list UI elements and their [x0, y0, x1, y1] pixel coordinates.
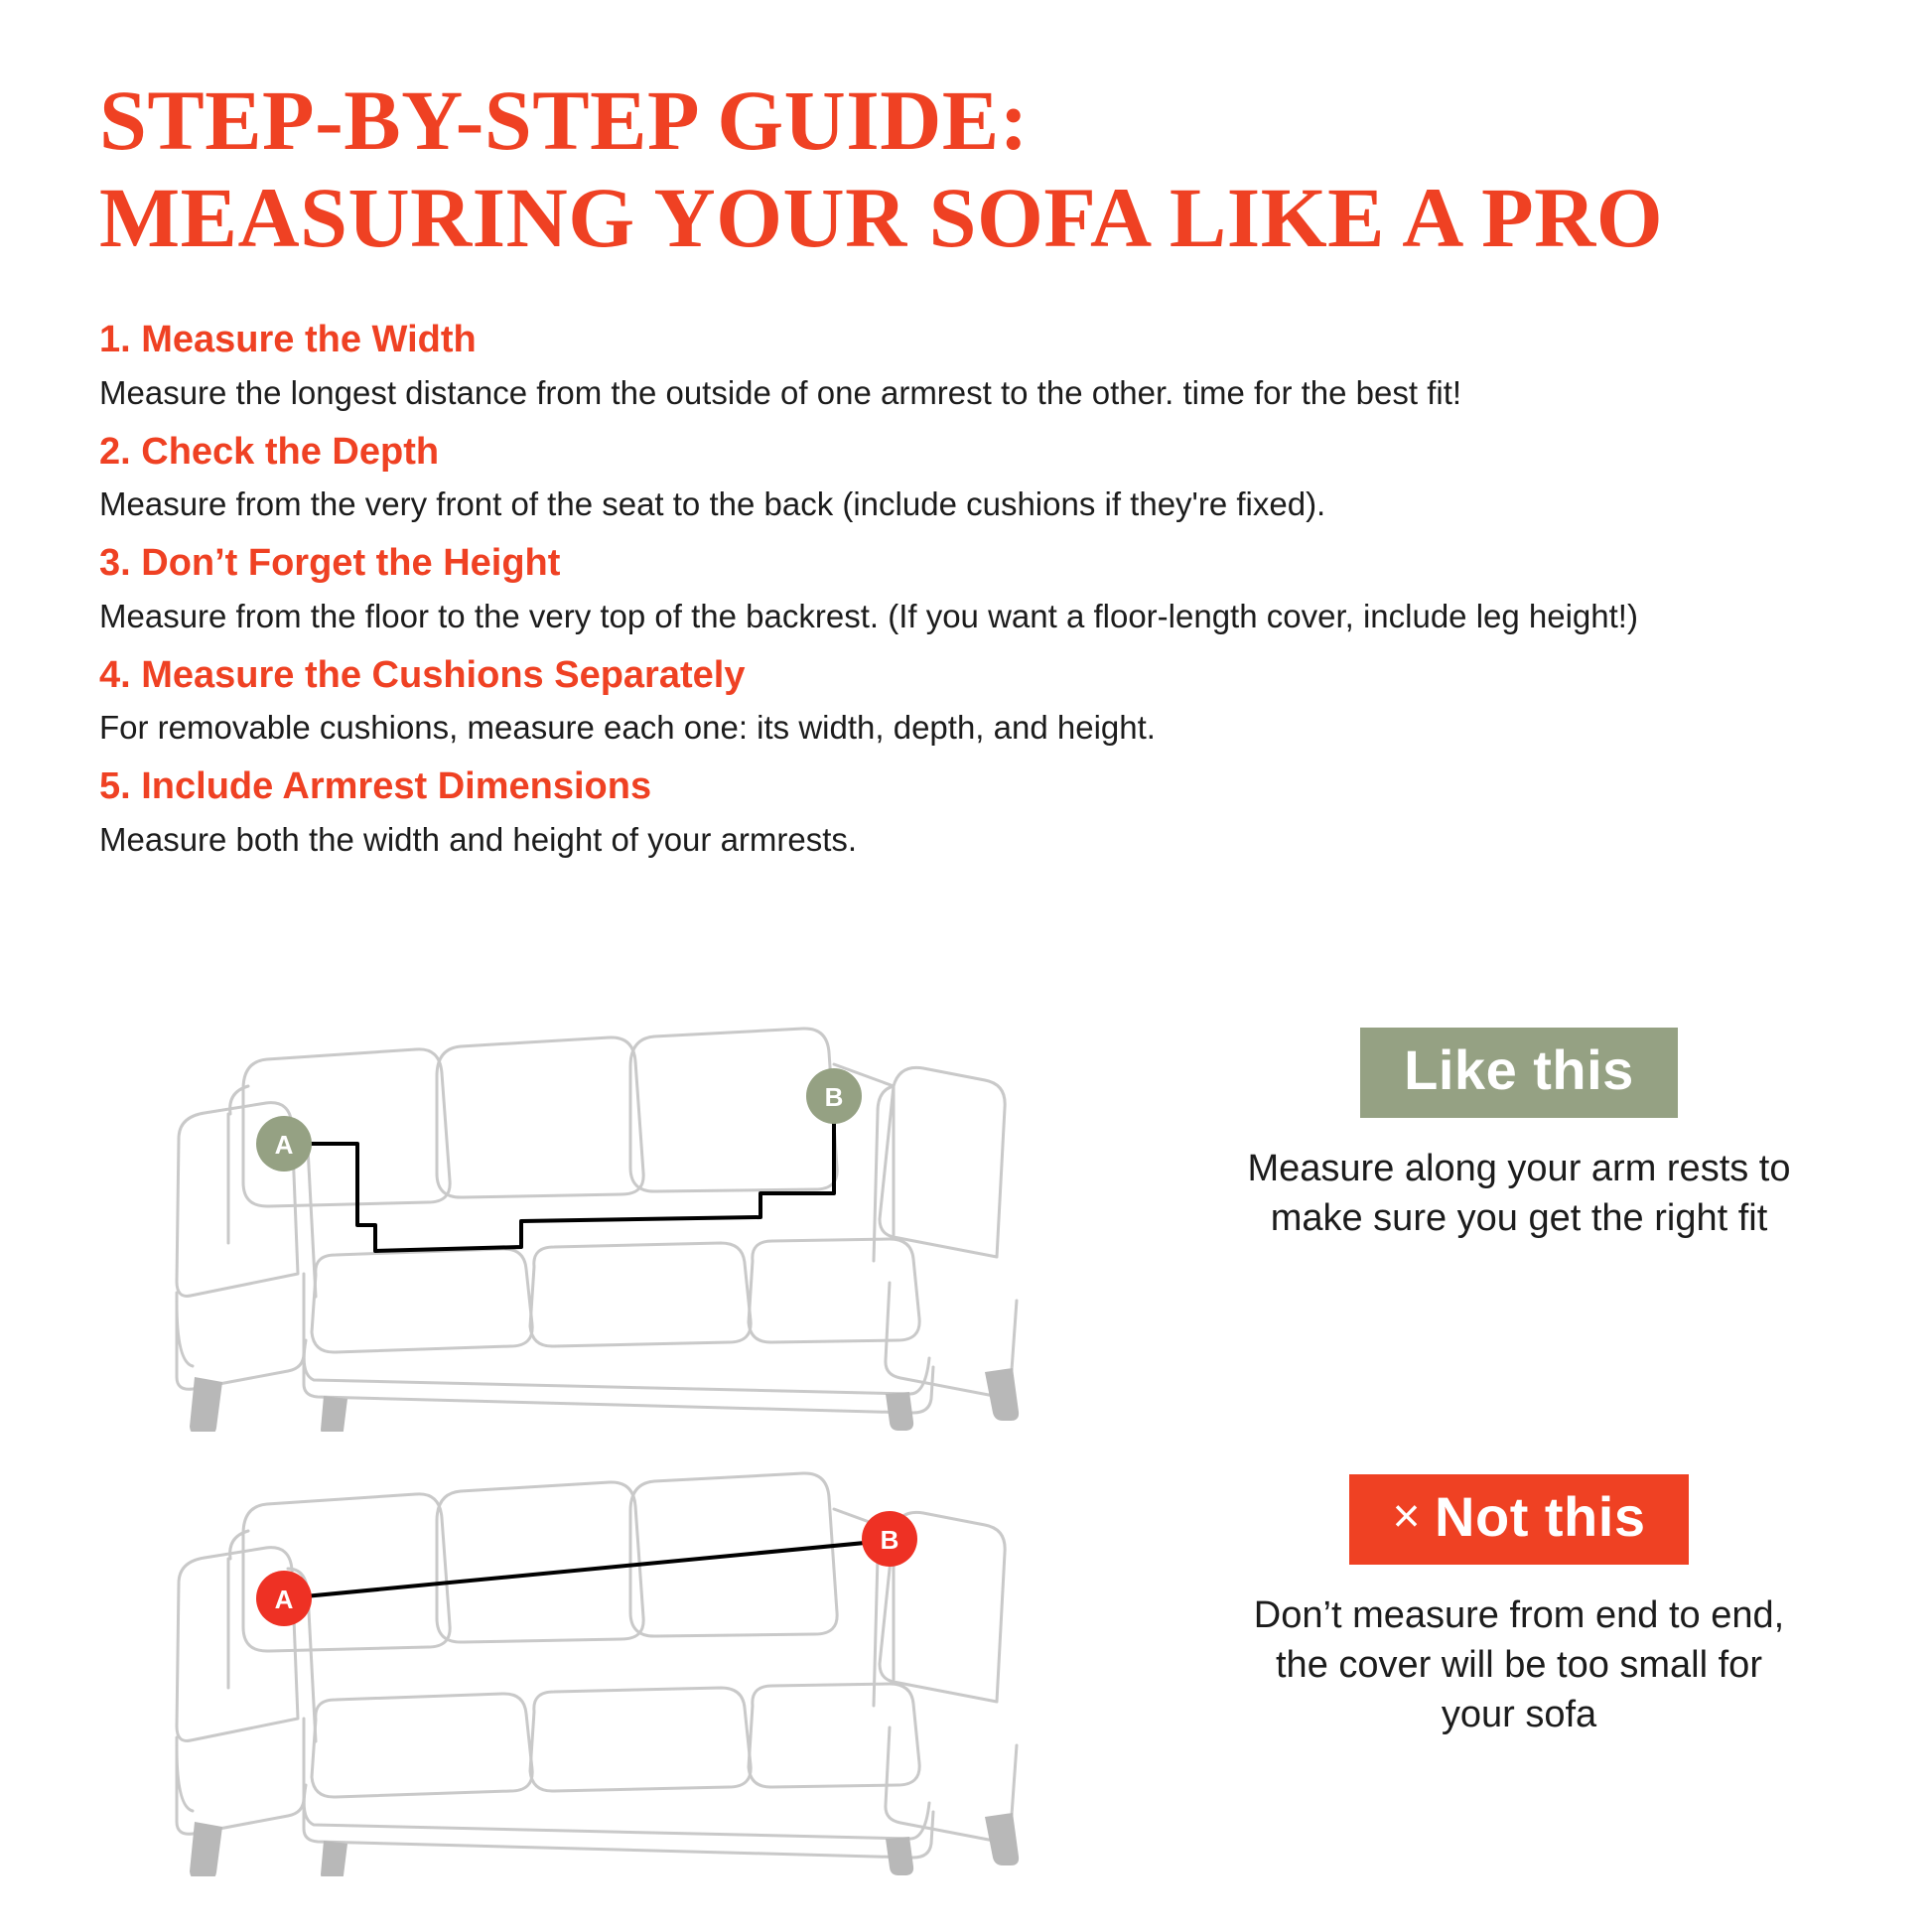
step-heading-2: 2. Check the Depth	[99, 430, 440, 473]
callout-not-text: Don’t measure from end to end, the cover will be too small for your sofa	[1253, 1593, 1785, 1736]
step-heading-5: 5. Include Armrest Dimensions	[99, 765, 652, 807]
step-body-2: Measure from the very front of the seat to the back (include cushions if they're fixed).	[99, 485, 1326, 523]
title-line-1: STEP-BY-STEP GUIDE:	[99, 72, 1029, 168]
step-body-4: For removable cushions, measure each one: its width, depth, and height.	[99, 709, 1156, 747]
steps-list	[99, 317, 1876, 861]
measure-point-b-incorrect	[862, 1511, 917, 1567]
sofa-diagram-correct	[139, 1005, 1132, 1437]
sofa-diagram-incorrect	[139, 1449, 1132, 1881]
step-heading-1: 1. Measure the Width	[99, 319, 477, 361]
measure-point-b-correct-label: B	[824, 1082, 844, 1112]
step-item-2	[99, 429, 1876, 526]
measure-point-b-correct	[806, 1068, 862, 1124]
step-item-3	[99, 540, 1876, 637]
callout-not-banner	[1349, 1474, 1690, 1565]
step-heading-4: 4. Measure the Cushions Separately	[99, 653, 746, 696]
close-icon: ×	[1392, 1490, 1422, 1543]
callout-not-banner-label: Not this	[1435, 1485, 1646, 1548]
callout-like-banner: Like this	[1360, 1028, 1678, 1118]
measurement-path-incorrect	[284, 1541, 886, 1598]
measure-point-a-incorrect-label: A	[274, 1585, 294, 1614]
step-heading-3: 3. Don’t Forget the Height	[99, 542, 561, 585]
title-line-2: MEASURING YOUR SOFA LIKE A PRO	[99, 169, 1664, 265]
step-item-1	[99, 317, 1876, 414]
step-body-1: Measure the longest distance from the outside of one armrest to the other. time for the best fit!	[99, 373, 1462, 411]
measure-point-b-incorrect-label: B	[880, 1525, 899, 1555]
measure-point-a-correct	[256, 1116, 312, 1172]
callout-not-this	[1241, 1474, 1797, 1739]
page-title	[99, 72, 1876, 265]
measure-point-a-correct-label: A	[274, 1130, 294, 1160]
step-item-5	[99, 763, 1876, 861]
illustration-area	[0, 993, 1932, 1932]
callout-like-text: Measure along your arm rests to make sure you get the right fit	[1247, 1147, 1791, 1239]
step-body-5: Measure both the width and height of your armrests.	[99, 820, 858, 858]
measure-point-a-incorrect	[256, 1571, 312, 1626]
step-item-4	[99, 652, 1876, 750]
callout-like-this	[1241, 1028, 1797, 1243]
measurement-path-correct	[284, 1116, 834, 1251]
step-body-3: Measure from the floor to the very top of the backrest. (If you want a floor-length cover, include leg height!)	[99, 597, 1638, 634]
